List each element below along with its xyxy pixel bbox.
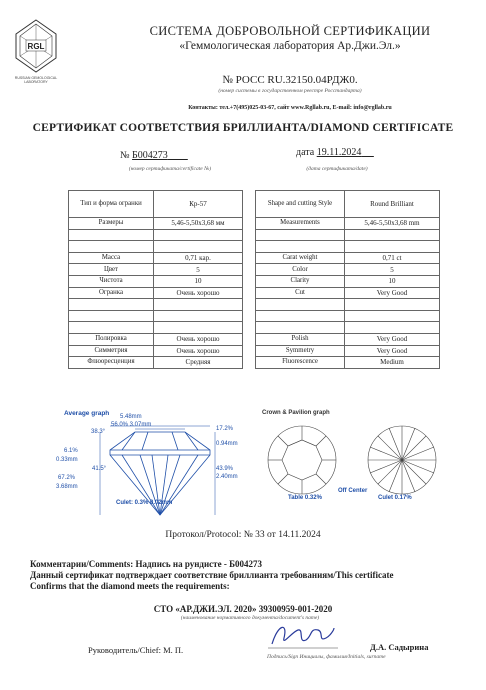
contacts-line: Контакты: тел.+7(495)025-03-67, сайт www.Rgllab.ru, E-mail: info@rgllab.ru: [188, 105, 392, 111]
comments-block: [30, 559, 480, 592]
table-row: Полировка Очень хорошо: [69, 333, 243, 345]
culet-label: Culet: 0.3% 0.02mm: [116, 500, 173, 506]
table-row: [256, 322, 440, 334]
table-row: Polish Very Good: [256, 333, 440, 345]
protocol-line: Протокол/Protocol: № 33 от 14.11.2024: [165, 530, 321, 540]
russian-properties-table: [68, 190, 243, 369]
table-row: Cut Very Good: [256, 287, 440, 299]
pavilion-depth-pct-label: 43.9%: [216, 466, 234, 472]
table-row: Цвет 5: [69, 264, 243, 276]
signer-name: Д.А. Садырина: [370, 642, 429, 652]
table-row: Clarity 10: [256, 275, 440, 287]
lab-name: «Геммологическая лаборатория Ар.Джи.Эл.»: [179, 40, 401, 52]
number-note: (номер сертификата/certificate №): [128, 166, 212, 172]
off-center-label: Off Center: [338, 488, 368, 494]
total-depth-mm-label: 3.68mm: [56, 484, 78, 490]
rgl-logo: [14, 18, 58, 74]
table-row: [69, 241, 243, 253]
table-row: [256, 310, 440, 322]
table-row: Fluorescence Medium: [256, 357, 440, 369]
table-row: Размеры 5,46-5,50х3,68 мм: [69, 218, 243, 230]
total-depth-pct-label: 67.2%: [58, 475, 76, 481]
average-graph-title: Average graph: [64, 410, 110, 417]
table-row: [256, 229, 440, 241]
table-row: [256, 299, 440, 311]
standard-document: СТО «АР.ДЖИ.ЭЛ. 2020» 39300959-001-2020: [153, 604, 333, 614]
certificate-title: СЕРТИФИКАТ СООТВЕТСТВИЯ БРИЛЛИАНТА/DIAMOND CERTIFICATE: [32, 122, 454, 134]
girdle-mm-label: 0.33mm: [56, 457, 78, 463]
crown-height-mm-label: 0.94mm: [216, 441, 238, 447]
table-row: Флюоресценция Средняя: [69, 357, 243, 369]
table-row: Measurements 5,46-5,50х3,68 mm: [256, 218, 440, 230]
table-row: Color 5: [256, 264, 440, 276]
table-row: [69, 229, 243, 241]
chief-label: Руководитель/Chief: М. П.: [88, 645, 184, 655]
conformity-line: Данный сертификат подтверждает соответствие бриллианта требованиям/This certificate: [30, 570, 394, 580]
registration-note: (номер системы в государственном реестре Росстандарта): [218, 88, 362, 94]
table-row: [69, 299, 243, 311]
table-row: [256, 241, 440, 253]
table-row: Чистота 10: [69, 275, 243, 287]
number-value: Б004273: [132, 150, 168, 161]
certificate-number: [120, 150, 188, 161]
table-row: Тип и форма огранки Кр-57: [69, 191, 243, 218]
table-row: Symmetry Very Good: [256, 345, 440, 357]
conformity-line-en: Confirms that the diamond meets the requirements:: [30, 581, 230, 591]
table-row: Огранка Очень хорошо: [69, 287, 243, 299]
table-size-label: 56.0% 3.07mm: [111, 422, 152, 428]
system-title: СИСТЕМА ДОБРОВОЛЬНОЙ СЕРТИФИКАЦИИ: [149, 24, 431, 38]
girdle-pct-label: 6.1%: [64, 448, 78, 454]
table-row: [69, 310, 243, 322]
table-offset-label: Table 0.32%: [288, 495, 322, 501]
date-label: дата: [296, 147, 315, 158]
logo-caption: RUSSIAN GEMOLOGICAL LABORATORY: [14, 76, 58, 84]
culet-offset-label: Culet 0.17%: [378, 495, 412, 501]
logo-text: RGL: [27, 42, 45, 51]
crown-pavilion-title: Crown & Pavilion graph: [262, 410, 330, 416]
table-row: Shape and cutting Style Round Brilliant: [256, 191, 440, 218]
table-row: Симметрия Очень хорошо: [69, 345, 243, 357]
table-row: Масса 0,71 кар.: [69, 252, 243, 264]
handwritten-signature: [268, 618, 338, 654]
english-properties-table: [255, 190, 440, 369]
number-label: №: [120, 150, 130, 161]
certificate-date: [296, 147, 374, 158]
pavilion-angle-label: 41.5°: [92, 466, 107, 472]
signature-labels: Подпись/Sign Инициалы, фамилия/Initials, surname: [267, 654, 386, 660]
registration-number: № РОСС RU.32150.04РДЖ0.: [222, 74, 358, 86]
crown-height-pct-label: 17.2%: [216, 426, 234, 432]
date-value: 19.11.2024: [316, 147, 362, 158]
diameter-label: 5.48mm: [120, 414, 142, 420]
table-row: [69, 322, 243, 334]
pavilion-depth-mm-label: 2.40mm: [216, 474, 238, 480]
standard-note: (наименование нормативного документа/document's name): [180, 615, 320, 621]
comments-line: Комментарии/Comments: Надпись на рундисте - Б004273: [30, 559, 263, 569]
table-row: Carat weight 0,71 ct: [256, 252, 440, 264]
date-note: (дата сертификата/date): [306, 166, 368, 172]
crown-angle-label: 38.3°: [91, 429, 106, 435]
